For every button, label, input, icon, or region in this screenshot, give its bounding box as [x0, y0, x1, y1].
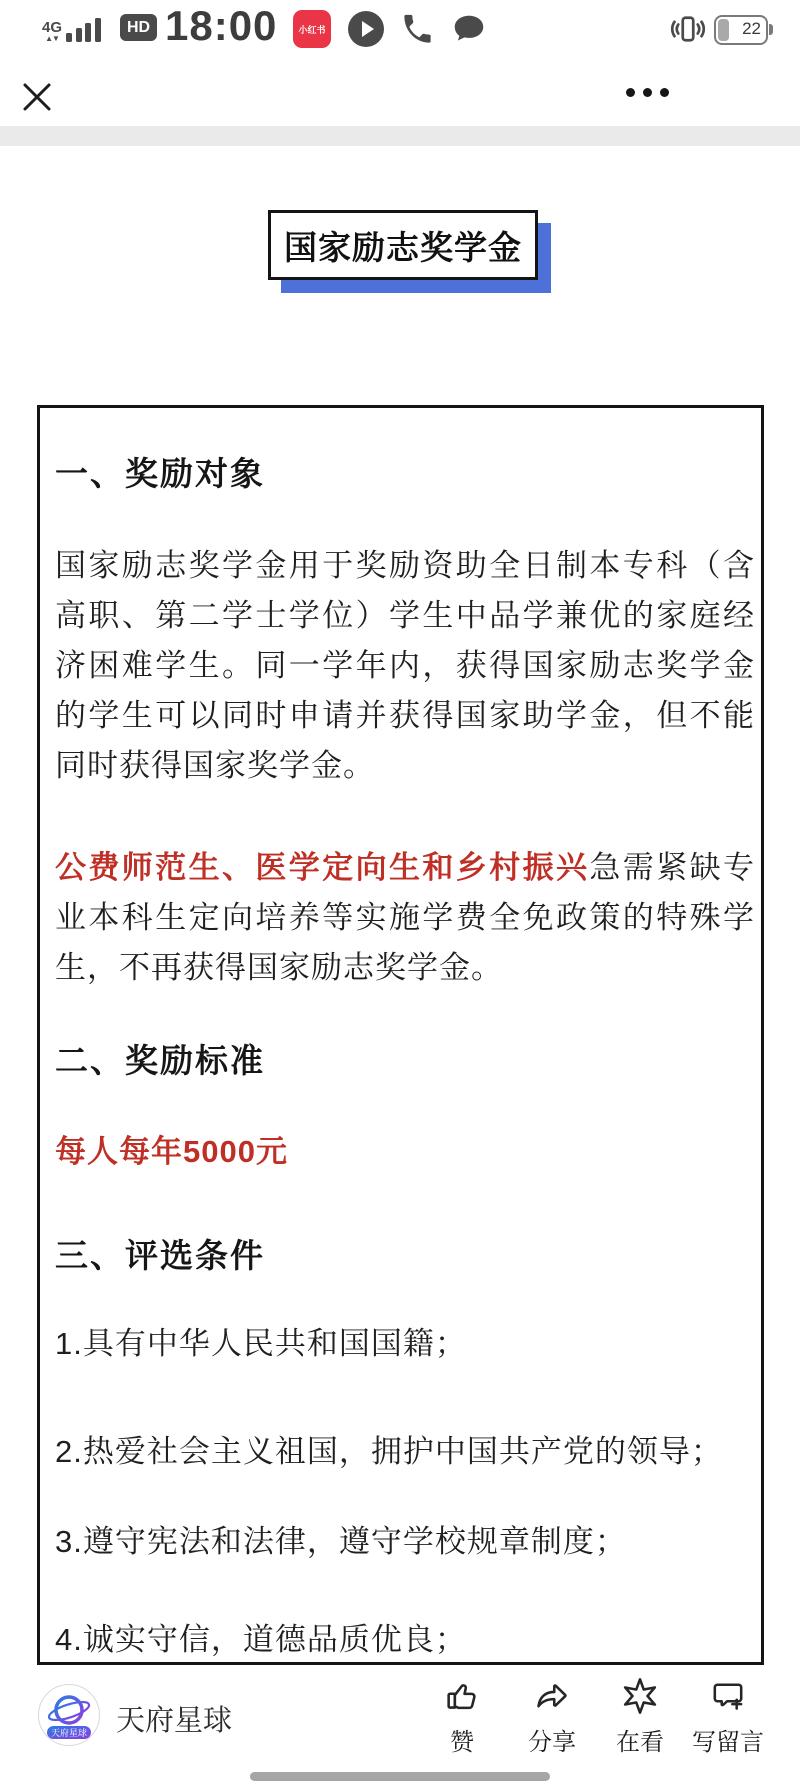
section3-heading: 三、评选条件	[55, 1237, 265, 1274]
page-divider	[0, 126, 800, 146]
network-indicator	[42, 20, 62, 42]
highlighted-red-text: 公费师范生、医学定向生和乡村振兴	[55, 850, 590, 885]
like-button[interactable]	[417, 1678, 507, 1757]
thumbs-up-icon	[444, 1678, 480, 1714]
message-bubble-icon	[450, 11, 488, 48]
section2-heading: 二、奖励标准	[55, 1042, 265, 1079]
wow-star-icon	[622, 1678, 658, 1714]
avatar-banner-text: 天府星球	[50, 1728, 88, 1738]
clock-time: 18:00	[165, 2, 278, 49]
criteria-item: 3.遵守宪法和法律，遵守学校规章制度；	[55, 1524, 627, 1559]
like-label: 赞	[450, 1729, 474, 1756]
criteria-item: 4.诚实守信，道德品质优良；	[55, 1622, 467, 1657]
article-title: 国家励志奖学金	[268, 210, 538, 280]
account-avatar[interactable]	[38, 1684, 100, 1746]
share-arrow-icon	[534, 1678, 570, 1714]
phone-call-icon	[400, 12, 435, 47]
signal-bars-icon	[66, 8, 104, 42]
home-indicator[interactable]	[250, 1772, 550, 1781]
xiaohongshu-app-icon: 小红书	[293, 10, 331, 48]
share-label: 分享	[528, 1729, 576, 1756]
share-button[interactable]	[507, 1678, 597, 1757]
award-amount: 每人每年5000元	[55, 1134, 288, 1169]
comment-label: 写留言	[692, 1729, 764, 1756]
criteria-item: 1.具有中华人民共和国国籍；	[55, 1326, 467, 1361]
criteria-item: 2.热爱社会主义祖国，拥护中国共产党的领导；	[55, 1434, 723, 1469]
network-type-label: 4G	[42, 19, 63, 36]
comment-button[interactable]	[683, 1678, 773, 1757]
comment-plus-icon	[710, 1678, 746, 1714]
battery-fill	[718, 19, 729, 41]
hd-volte-icon: HD	[120, 14, 157, 41]
wow-label: 在看	[616, 1729, 664, 1756]
more-options-icon[interactable]	[626, 88, 677, 97]
battery-percent: 22	[742, 19, 761, 38]
vibrate-mode-icon	[670, 11, 706, 47]
signal-group	[42, 8, 104, 42]
bottom-toolbar	[0, 1668, 800, 1784]
battery-icon	[714, 15, 768, 45]
close-icon[interactable]	[18, 78, 56, 116]
section1-paragraph: 国家励志奖学金用于奖励资助全日制本专科（含高职、第二学士学位）学生中品学兼优的家庭经济困难学生。同一学年内，获得国家励志奖学金的学生可以同时申请并获得国家助学金，但不能同时获得国家奖学金。	[55, 548, 755, 783]
account-name[interactable]: 天府星球	[116, 1705, 233, 1737]
section1-paragraph2	[55, 843, 755, 993]
data-activity-icon: ▲▼	[45, 34, 59, 43]
wow-button[interactable]	[595, 1678, 685, 1757]
status-bar	[0, 0, 800, 56]
paragraph2-rest: 急需紧缺专业本科生定向培养等实施学费全免政策的特殊学生，不再获得国家励志奖学金。	[55, 850, 756, 985]
nav-bar	[0, 56, 800, 126]
section1-heading: 一、奖励对象	[55, 455, 265, 492]
video-play-icon	[347, 10, 385, 48]
